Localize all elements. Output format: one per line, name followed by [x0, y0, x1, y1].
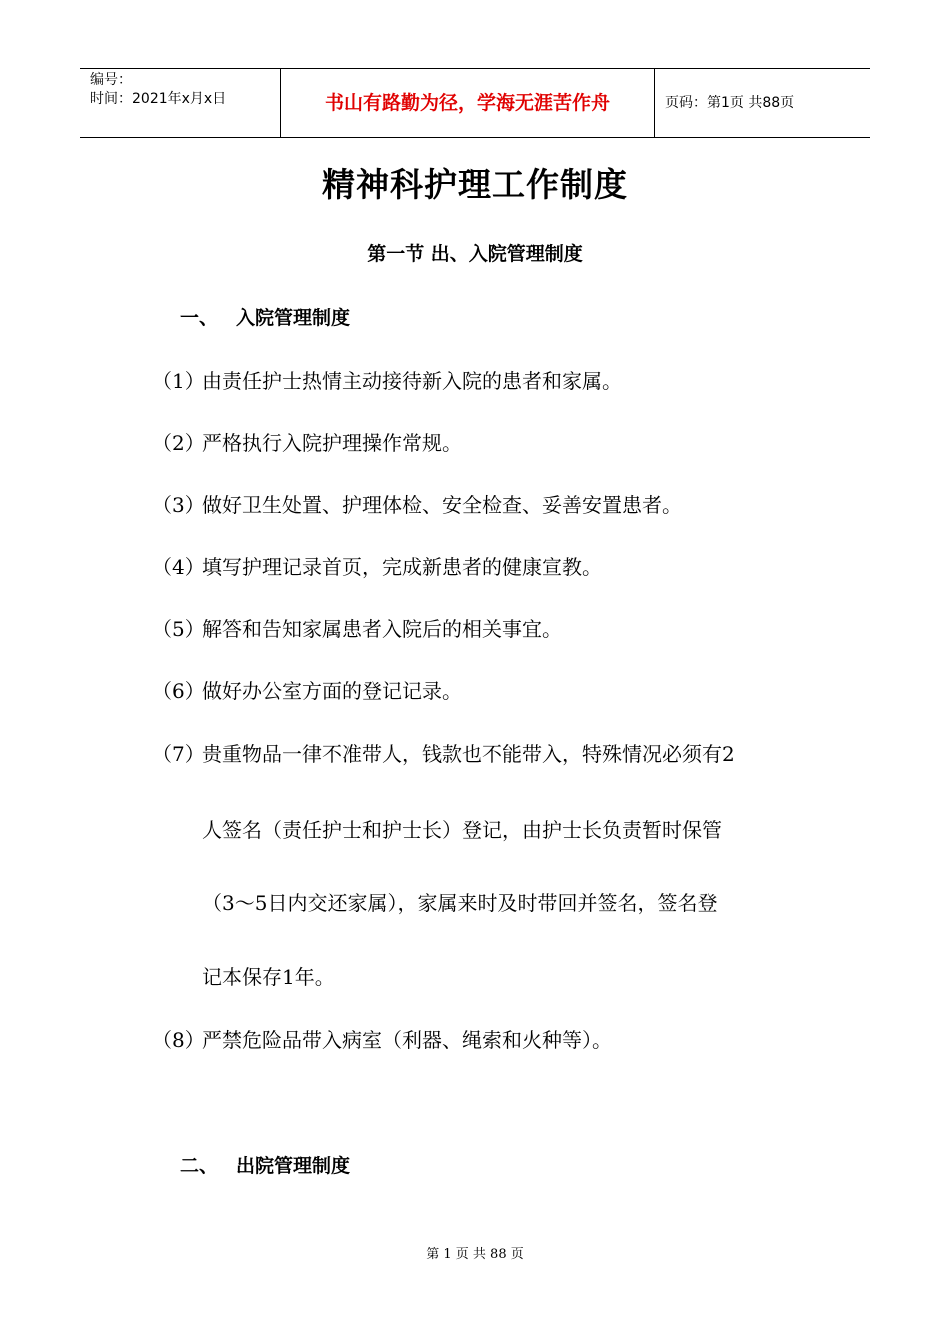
document-title: 精神科护理工作制度 [322, 165, 628, 204]
page-info: 页码：第1页 共88页 [665, 95, 795, 111]
discharge-heading-text: 出院管理制度 [236, 1155, 351, 1177]
time-label: 时间：2021年x月x日 [90, 91, 227, 107]
list-item-text: 严格执行入院护理操作常规。 [202, 431, 462, 455]
section-title: 第一节 出、入院管理制度 [367, 243, 583, 265]
discharge-heading-number: 二、 [180, 1155, 219, 1177]
document-header [80, 68, 870, 138]
list-item-number: （4） [152, 555, 205, 579]
admission-heading-number: 一、 [180, 307, 219, 329]
list-item-number: （5） [152, 617, 205, 641]
list-item-number: （1） [152, 369, 205, 393]
discharge-heading [180, 1152, 480, 1180]
list-item-text: 做好办公室方面的登记记录。 [202, 679, 462, 703]
list-item-number: （6） [152, 679, 205, 703]
admission-heading [180, 304, 480, 332]
list-item-number: （2） [152, 431, 205, 455]
number-label: 编号： [90, 72, 132, 88]
list-item-number: （7） [152, 742, 205, 766]
admission-heading-text: 入院管理制度 [236, 307, 351, 329]
header-motto: 书山有路勤为径，学海无涯苦作舟 [324, 92, 610, 114]
list-item-number: （3） [152, 493, 205, 517]
list-item-text: 解答和告知家属患者入院后的相关事宜。 [202, 617, 562, 641]
list-item-text: 由责任护士热情主动接待新入院的患者和家属。 [202, 369, 622, 393]
list-item-text: 严禁危险品带入病室（利器、绳索和火种等）。 [202, 1028, 612, 1052]
header-middle-cell [281, 69, 655, 137]
list-item-text: 做好卫生处置、护理体检、安全检查、妥善安置患者。 [202, 493, 682, 517]
list-item-text: 填写护理记录首页，完成新患者的健康宣教。 [202, 555, 602, 579]
list-item-continuation: 人签名（责任护士和护士长）登记，由护士长负责暂时保管 [202, 818, 722, 842]
header-right-cell [655, 69, 870, 137]
page-footer: 第 1 页 共 88 页 [426, 1247, 524, 1262]
list-item-continuation: （3～5日内交还家属），家属来时及时带回并签名，签名登 [202, 891, 718, 915]
list-item-continuation: 记本保存1年。 [202, 965, 335, 989]
list-item-number: （8） [152, 1028, 205, 1052]
header-left-cell [80, 69, 281, 137]
list-item-text: 贵重物品一律不准带人，钱款也不能带入，特殊情况必须有2 [202, 742, 735, 766]
